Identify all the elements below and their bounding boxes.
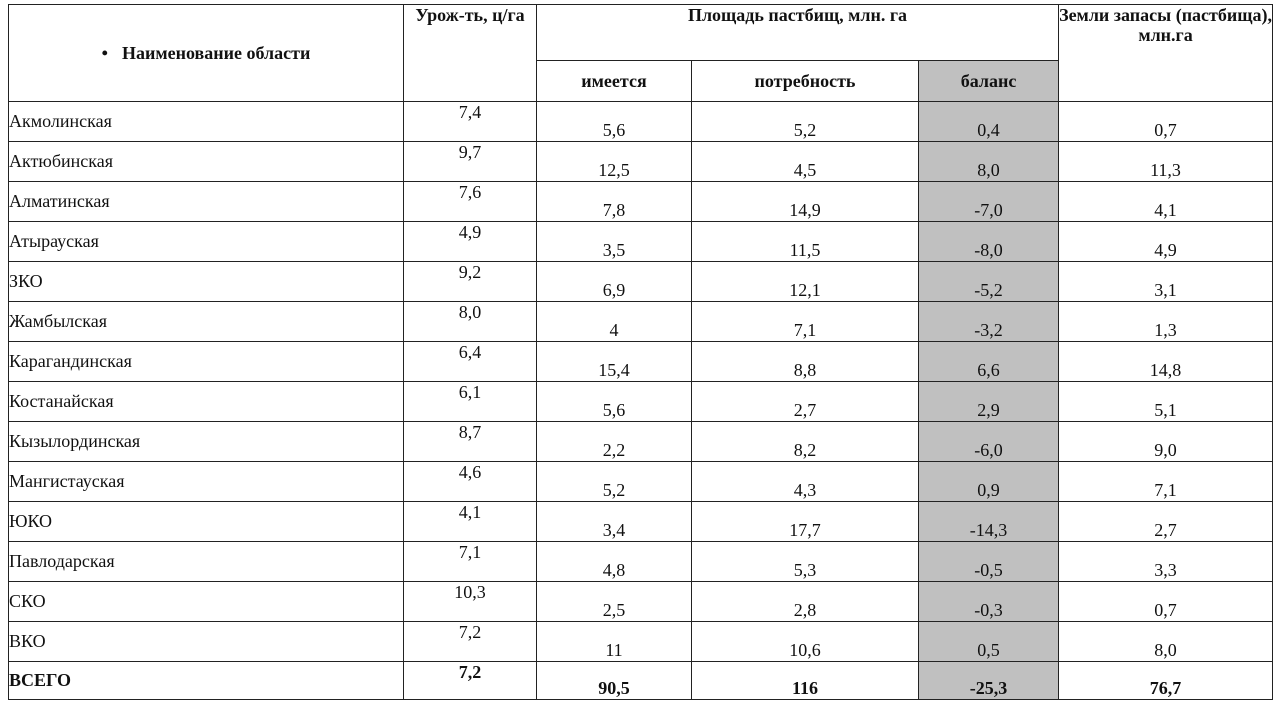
reserve-cell: 3,3 (1059, 542, 1273, 582)
yield-cell: 7,4 (404, 102, 537, 142)
yield-cell: 7,6 (404, 182, 537, 222)
balance-cell: 2,9 (919, 382, 1059, 422)
balance-cell: -8,0 (919, 222, 1059, 262)
region-name: Кызылординская (9, 422, 404, 462)
balance-cell: 8,0 (919, 142, 1059, 182)
header-reserve: Земли запасы (пастбища), млн.га (1059, 5, 1273, 102)
need-cell: 8,2 (692, 422, 919, 462)
balance-cell: -3,2 (919, 302, 1059, 342)
yield-cell: 7,2 (404, 662, 537, 700)
yield-cell: 9,2 (404, 262, 537, 302)
yield-cell: 6,1 (404, 382, 537, 422)
table-row (9, 502, 1273, 542)
need-cell: 2,8 (692, 582, 919, 622)
bullet-icon: • (101, 42, 108, 63)
region-name: Актюбинская (9, 142, 404, 182)
yield-cell: 10,3 (404, 582, 537, 622)
table-row (9, 622, 1273, 662)
reserve-cell: 76,7 (1059, 662, 1273, 700)
region-name: Акмолинская (9, 102, 404, 142)
need-cell: 116 (692, 662, 919, 700)
need-cell: 4,5 (692, 142, 919, 182)
header-balance: баланс (919, 61, 1059, 102)
balance-cell: -6,0 (919, 422, 1059, 462)
table-row (9, 102, 1273, 142)
header-area-group: Площадь пастбищ, млн. га (537, 5, 1059, 61)
balance-cell: 0,4 (919, 102, 1059, 142)
available-cell: 2,2 (537, 422, 692, 462)
available-cell: 4 (537, 302, 692, 342)
reserve-cell: 11,3 (1059, 142, 1273, 182)
available-cell: 5,6 (537, 382, 692, 422)
table-row (9, 542, 1273, 582)
available-cell: 4,8 (537, 542, 692, 582)
balance-cell: -5,2 (919, 262, 1059, 302)
yield-cell: 7,1 (404, 542, 537, 582)
yield-cell: 9,7 (404, 142, 537, 182)
region-name: ЗКО (9, 262, 404, 302)
available-cell: 90,5 (537, 662, 692, 700)
balance-cell: -0,3 (919, 582, 1059, 622)
available-cell: 5,6 (537, 102, 692, 142)
region-name: Алматинская (9, 182, 404, 222)
reserve-cell: 14,8 (1059, 342, 1273, 382)
balance-cell: 0,5 (919, 622, 1059, 662)
need-cell: 10,6 (692, 622, 919, 662)
table-row (9, 462, 1273, 502)
reserve-cell: 5,1 (1059, 382, 1273, 422)
available-cell: 12,5 (537, 142, 692, 182)
region-name: Мангистауская (9, 462, 404, 502)
region-name: СКО (9, 582, 404, 622)
need-cell: 2,7 (692, 382, 919, 422)
available-cell: 3,5 (537, 222, 692, 262)
available-cell: 5,2 (537, 462, 692, 502)
need-cell: 4,3 (692, 462, 919, 502)
available-cell: 2,5 (537, 582, 692, 622)
need-cell: 12,1 (692, 262, 919, 302)
available-cell: 11 (537, 622, 692, 662)
header-region: • Наименование области (9, 5, 404, 102)
need-cell: 5,3 (692, 542, 919, 582)
table-row (9, 262, 1273, 302)
available-cell: 7,8 (537, 182, 692, 222)
region-name: Павлодарская (9, 542, 404, 582)
table-row (9, 342, 1273, 382)
table-row (9, 142, 1273, 182)
yield-cell: 7,2 (404, 622, 537, 662)
region-name: ЮКО (9, 502, 404, 542)
reserve-cell: 4,1 (1059, 182, 1273, 222)
region-name: ВСЕГО (9, 662, 404, 700)
need-cell: 5,2 (692, 102, 919, 142)
reserve-cell: 4,9 (1059, 222, 1273, 262)
table-row (9, 222, 1273, 262)
table-row (9, 582, 1273, 622)
need-cell: 7,1 (692, 302, 919, 342)
available-cell: 15,4 (537, 342, 692, 382)
reserve-cell: 2,7 (1059, 502, 1273, 542)
balance-cell: 6,6 (919, 342, 1059, 382)
need-cell: 8,8 (692, 342, 919, 382)
need-cell: 11,5 (692, 222, 919, 262)
yield-cell: 4,6 (404, 462, 537, 502)
reserve-cell: 1,3 (1059, 302, 1273, 342)
table-row (9, 182, 1273, 222)
balance-cell: -0,5 (919, 542, 1059, 582)
balance-cell: 0,9 (919, 462, 1059, 502)
reserve-cell: 3,1 (1059, 262, 1273, 302)
need-cell: 14,9 (692, 182, 919, 222)
balance-cell: -25,3 (919, 662, 1059, 700)
available-cell: 3,4 (537, 502, 692, 542)
region-name: Жамбылская (9, 302, 404, 342)
header-available: имеется (537, 61, 692, 102)
reserve-cell: 0,7 (1059, 102, 1273, 142)
total-row (9, 662, 1273, 700)
need-cell: 17,7 (692, 502, 919, 542)
reserve-cell: 9,0 (1059, 422, 1273, 462)
header-need: потребность (692, 61, 919, 102)
reserve-cell: 8,0 (1059, 622, 1273, 662)
region-name: Карагандинская (9, 342, 404, 382)
yield-cell: 6,4 (404, 342, 537, 382)
reserve-cell: 7,1 (1059, 462, 1273, 502)
balance-cell: -14,3 (919, 502, 1059, 542)
region-name: ВКО (9, 622, 404, 662)
yield-cell: 4,9 (404, 222, 537, 262)
table-row (9, 382, 1273, 422)
yield-cell: 8,0 (404, 302, 537, 342)
header-yield: Урож-ть, ц/га (404, 5, 537, 102)
pasture-table (8, 4, 1273, 700)
region-name: Атырауская (9, 222, 404, 262)
table-row (9, 422, 1273, 462)
balance-cell: -7,0 (919, 182, 1059, 222)
reserve-cell: 0,7 (1059, 582, 1273, 622)
yield-cell: 4,1 (404, 502, 537, 542)
table-body (9, 102, 1273, 700)
available-cell: 6,9 (537, 262, 692, 302)
yield-cell: 8,7 (404, 422, 537, 462)
region-name: Костанайская (9, 382, 404, 422)
table-row (9, 302, 1273, 342)
